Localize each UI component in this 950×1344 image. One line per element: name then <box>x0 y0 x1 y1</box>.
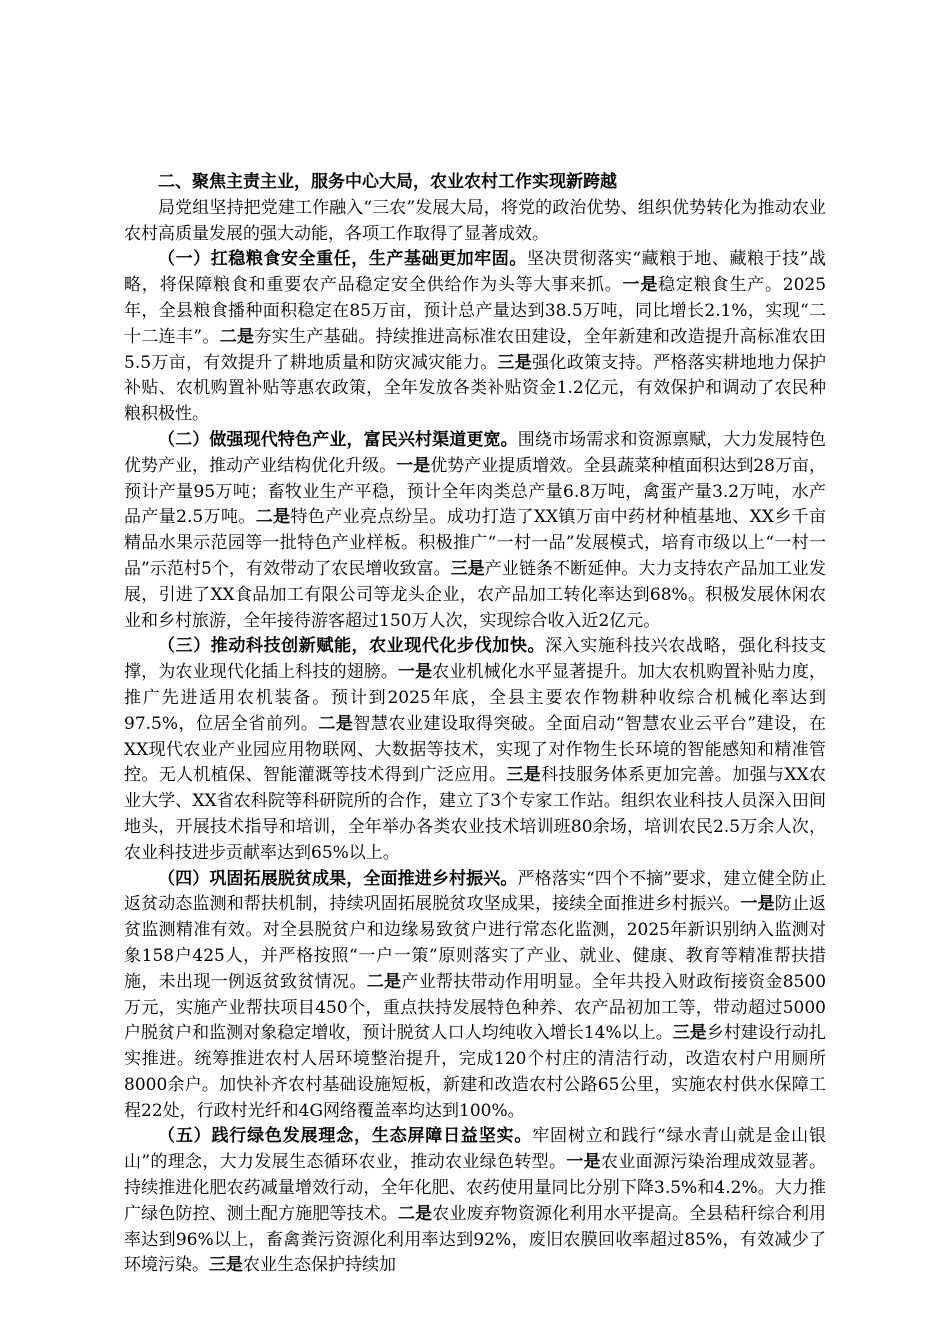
point-marker: 三是 <box>506 765 542 786</box>
point-text: 乡村建设行动扎实推进。统筹推进农村人居环境整治提升，完成120个村庄的清洁行动，改造农村户用厕所8000余户。加快补齐农村基础设施短板，新建和改造农村公路65公里，实施农村供水保障工程22处，行政村光纤和4G网络覆盖率均达到100%。 <box>124 1023 826 1121</box>
point-marker: 三是 <box>497 352 533 373</box>
point-marker: 一是 <box>740 894 775 915</box>
item-title: （三）推动科技创新赋能，农业现代化步伐加快。 <box>158 636 546 657</box>
point-marker: 二是 <box>318 713 354 734</box>
item-title: （四）巩固拓展脱贫成果，全面推进乡村振兴。 <box>158 868 518 889</box>
point-text: 农业机械化水平显著提升。加大农机购置补贴力度，推广先进适用农机装备。预计到2025年底，全县主要农作物耕种收综合机械化率达到97.5%，位居全省前列。 <box>124 662 826 734</box>
point-text: 防止返贫监测精准有效。对全县脱贫户和边缘易致贫户进行常态化监测，2025年新识别纳入监测对象158户425人，并严格按照“一户一策”原则落实了产业、就业、健康、教育等精准帮扶措施，未出现一例返贫致贫情况。 <box>124 894 826 992</box>
point-marker: 二是 <box>219 326 255 347</box>
point-text: 农业面源污染治理成效显著。持续推进化肥农药减量增效行动，全年化肥、农药使用量同比分别下降3.5%和4.2%。大力推广绿色防控、测土配方施肥等技术。 <box>124 1152 827 1224</box>
item-title: （二）做强现代特色产业，富民兴村渠道更宽。 <box>158 429 518 450</box>
point-text: 夯实生产基础。持续推进高标准农田建设，全年新建和改造提升高标准农田5.5万亩，有效提升了耕地质量和防灾减灾能力。 <box>124 326 826 373</box>
point-marker: 三是 <box>672 1023 707 1044</box>
paragraph-item-3 <box>124 634 826 866</box>
section-heading: 二、聚焦主责主业，服务中心大局，农业农村工作实现新跨越 <box>158 172 617 192</box>
item-lead: 深入实施科技兴农战略，强化科技支撑，为农业现代化插上科技的翅膀。 <box>124 636 827 683</box>
point-marker: 二是 <box>398 1203 433 1224</box>
paragraph-item-5 <box>124 1124 826 1279</box>
point-text: 优势产业提质增效。全县蔬菜种植面积达到28万亩，预计产量95万吨；畜牧业生产平稳，预计全年肉类总产量6.8万吨，禽蛋产量3.2万吨，水产品产量2.5万吨。 <box>124 455 827 528</box>
point-text: 产业链条不断延伸。大力支持农产品加工业发展，引进了XX食品加工有限公司等龙头企业，农产品加工转化率达到68%。积极发展休闲农业和乡村旅游，全年接待游客超过150万人次，实现综合收入近2亿元。 <box>124 558 826 631</box>
point-marker: 三是 <box>209 1255 243 1276</box>
point-marker: 三是 <box>450 558 485 579</box>
item-lead: 围绕市场需求和资源禀赋，大力发展特色优势产业，推动产业结构优化升级。 <box>124 429 827 476</box>
point-text: 产业帮扶带动作用明显。全年共投入财政衔接资金8500万元，实施产业帮扶项目450个，重点扶持发展特色种养、农产品初加工等，带动超过5000户脱贫户和监测对象稳定增收，预计脱贫人口人均纯收入增长14%以上。 <box>124 971 827 1044</box>
point-marker: 一是 <box>622 275 659 296</box>
point-text: 科技服务体系更加完善。加强与XX农业大学、XX省农科院等科研院所的合作，建立了3个专家工作站。组织农业科技人员深入田间地头，开展技术指导和培训，全年举办各类农业技术培训班80余场，培训农民2.5万余人次，农业科技进步贡献率达到65%以上。 <box>124 765 826 863</box>
point-text: 稳定粮食生产。2025年，全县粮食播种面积稳定在85万亩，预计总产量达到38.5万吨，同比增长2.1%，实现“二十二连丰”。 <box>124 275 827 347</box>
paragraph-item-2 <box>124 428 826 634</box>
item-lead: 严格落实“四个不摘”要求，建立健全防止返贫动态监测和帮扶机制，持续巩固拓展脱贫攻坚成果，接续全面推进乡村振兴。 <box>124 868 826 915</box>
point-marker: 一是 <box>398 662 433 683</box>
point-text: 强化政策支持。严格落实耕地地力保护补贴、农机购置补贴等惠农政策，全年发放各类补贴资金1.2亿元，有效保护和调动了农民种粮积极性。 <box>124 352 827 425</box>
point-marker: 一是 <box>396 455 431 476</box>
point-text: 特色产业亮点纷呈。成功打造了XX镇万亩中药材种植基地、XX乡千亩精品水果示范园等一批特色产业样板。积极推广“一村一品”发展模式，培育市级以上“一村一品”示范村5个，有效带动了农民增收致富。 <box>124 507 826 579</box>
item-lead: 牢固树立和践行“绿水青山就是金山银山”的理念，大力发展生态循环农业，推动农业绿色转型。 <box>124 1126 826 1173</box>
item-title: （一）扛稳粮食安全重任，生产基础更加牢固。 <box>158 249 527 270</box>
point-marker: 一是 <box>566 1152 602 1173</box>
intro-paragraph: 局党组坚持把党建工作融入“三农”发展大局，将党的政治优势、组织优势转化为推动农业农村高质量发展的强大动能，各项工作取得了显著成效。 <box>124 197 826 244</box>
item-lead: 坚决贯彻落实“藏粮于地、藏粮于技”战略，将保障粮食和重要农产品稳定安全供给作为头等大事来抓。 <box>124 249 827 296</box>
point-text: 农业生态保护持续加 <box>243 1255 396 1276</box>
point-text: 农业废弃物资源化利用水平提高。全县秸秆综合利用率达到96%以上，畜禽粪污资源化利用率达到92%，废旧农膜回收率超过85%，有效减少了环境污染。 <box>124 1203 826 1276</box>
paragraph-item-1 <box>124 247 826 428</box>
point-text: 智慧农业建设取得突破。全面启动“智慧农业云平台”建设，在XX现代农业产业园应用物联网、大数据等技术，实现了对作物生长环境的智能感知和精准管控。无人机植保、智能灌溉等技术得到广泛应用。 <box>124 713 826 786</box>
point-marker: 二是 <box>366 971 402 992</box>
paragraph-item-4 <box>124 867 826 1125</box>
point-marker: 二是 <box>255 507 291 528</box>
item-title: （五）践行绿色发展理念，生态屏障日益坚实。 <box>158 1126 533 1147</box>
